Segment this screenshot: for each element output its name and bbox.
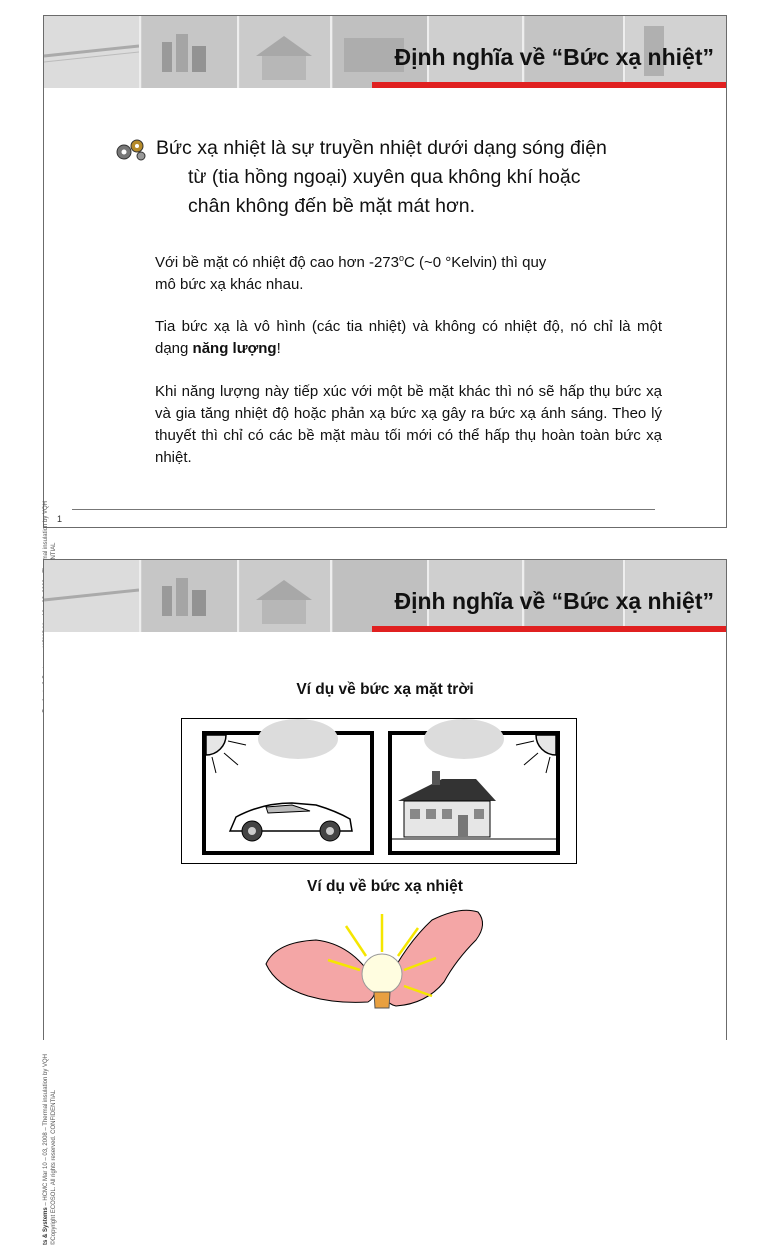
- paragraph-invisible-rays: [155, 316, 662, 360]
- left-hand-icon: [266, 940, 375, 1002]
- title-accent-bar: [372, 82, 726, 88]
- sideprint-line-1: – HCMC Mar 10 – 03, 2008 – Thermal insulation by VQH: [43, 1054, 49, 1208]
- caption-solar-radiation: Ví dụ về bức xạ mặt trời: [296, 681, 474, 698]
- solar-example-frame: [181, 718, 577, 864]
- paragraph-absorption: Khi năng lượng này tiếp xúc với một bề mặt khác thì nó sẽ hấp thụ bức xạ và gia tăng nhiệt độ hoặc phản xạ bức xạ gây ra bức xạ ánh sáng. Theo lý thuyết thì chỉ có các bề mặt màu tối mới có thể hấp thụ hoàn toàn bức xạ nhiệt.: [155, 383, 662, 466]
- gears-icon: [114, 138, 148, 162]
- paragraph-text: Tia bức xạ là vô hình (các tia nhiệt) và không có nhiệt độ, nó chỉ là một dạng: [155, 318, 662, 357]
- bold-energy-term: năng lượng: [192, 340, 277, 357]
- title-accent-bar: [372, 626, 726, 632]
- house-icon: [398, 779, 496, 801]
- degree-superscript: o: [398, 253, 404, 263]
- slide-banner: [44, 560, 726, 632]
- bullet-line-3: chân không đến bề mặt mát hơn.: [188, 195, 476, 217]
- slide-2: [43, 559, 727, 1245]
- slide-1: [43, 15, 727, 528]
- bullet-point: [114, 134, 694, 221]
- sun-car-picture: [202, 731, 374, 855]
- slide-title: Định nghĩa về “Bức xạ nhiệt”: [394, 588, 714, 614]
- bullet-line-2: từ (tia hồng ngoại) xuyên qua không khí hoặc: [188, 166, 581, 188]
- sun-icon: [206, 735, 226, 755]
- slide-title: Định nghĩa về “Bức xạ nhiệt”: [394, 44, 714, 70]
- sun-icon: [536, 735, 556, 755]
- sideprint-bold: ts & Systems: [43, 1207, 49, 1245]
- caption-heat-radiation: Ví dụ về bức xạ nhiệt: [307, 878, 463, 895]
- footer-divider: [72, 509, 655, 510]
- hands-bulb-illustration: [256, 900, 496, 1030]
- paragraph-text: !: [276, 340, 281, 357]
- slide-banner: [44, 16, 726, 88]
- paragraph-text: mô bức xạ khác nhau.: [155, 276, 304, 293]
- slide-number: 1: [57, 514, 63, 524]
- lightbulb-icon: [362, 954, 402, 994]
- side-copyright-text: [42, 1054, 58, 1245]
- paragraph-text: C (~0 °Kelvin) thì quy: [404, 254, 547, 271]
- paragraph-temperature: [155, 247, 662, 296]
- sun-house-picture: [388, 731, 560, 855]
- bullet-line-1: Bức xạ nhiệt là sự truyền nhiệt dưới dạng sóng điện: [156, 137, 607, 159]
- sideprint-line-2: ©Copyright ECOSOL. All rights reserved. CONFIDENTIAL: [51, 1089, 57, 1245]
- paragraph-text: Với bề mặt có nhiệt độ cao hơn -273: [155, 254, 399, 271]
